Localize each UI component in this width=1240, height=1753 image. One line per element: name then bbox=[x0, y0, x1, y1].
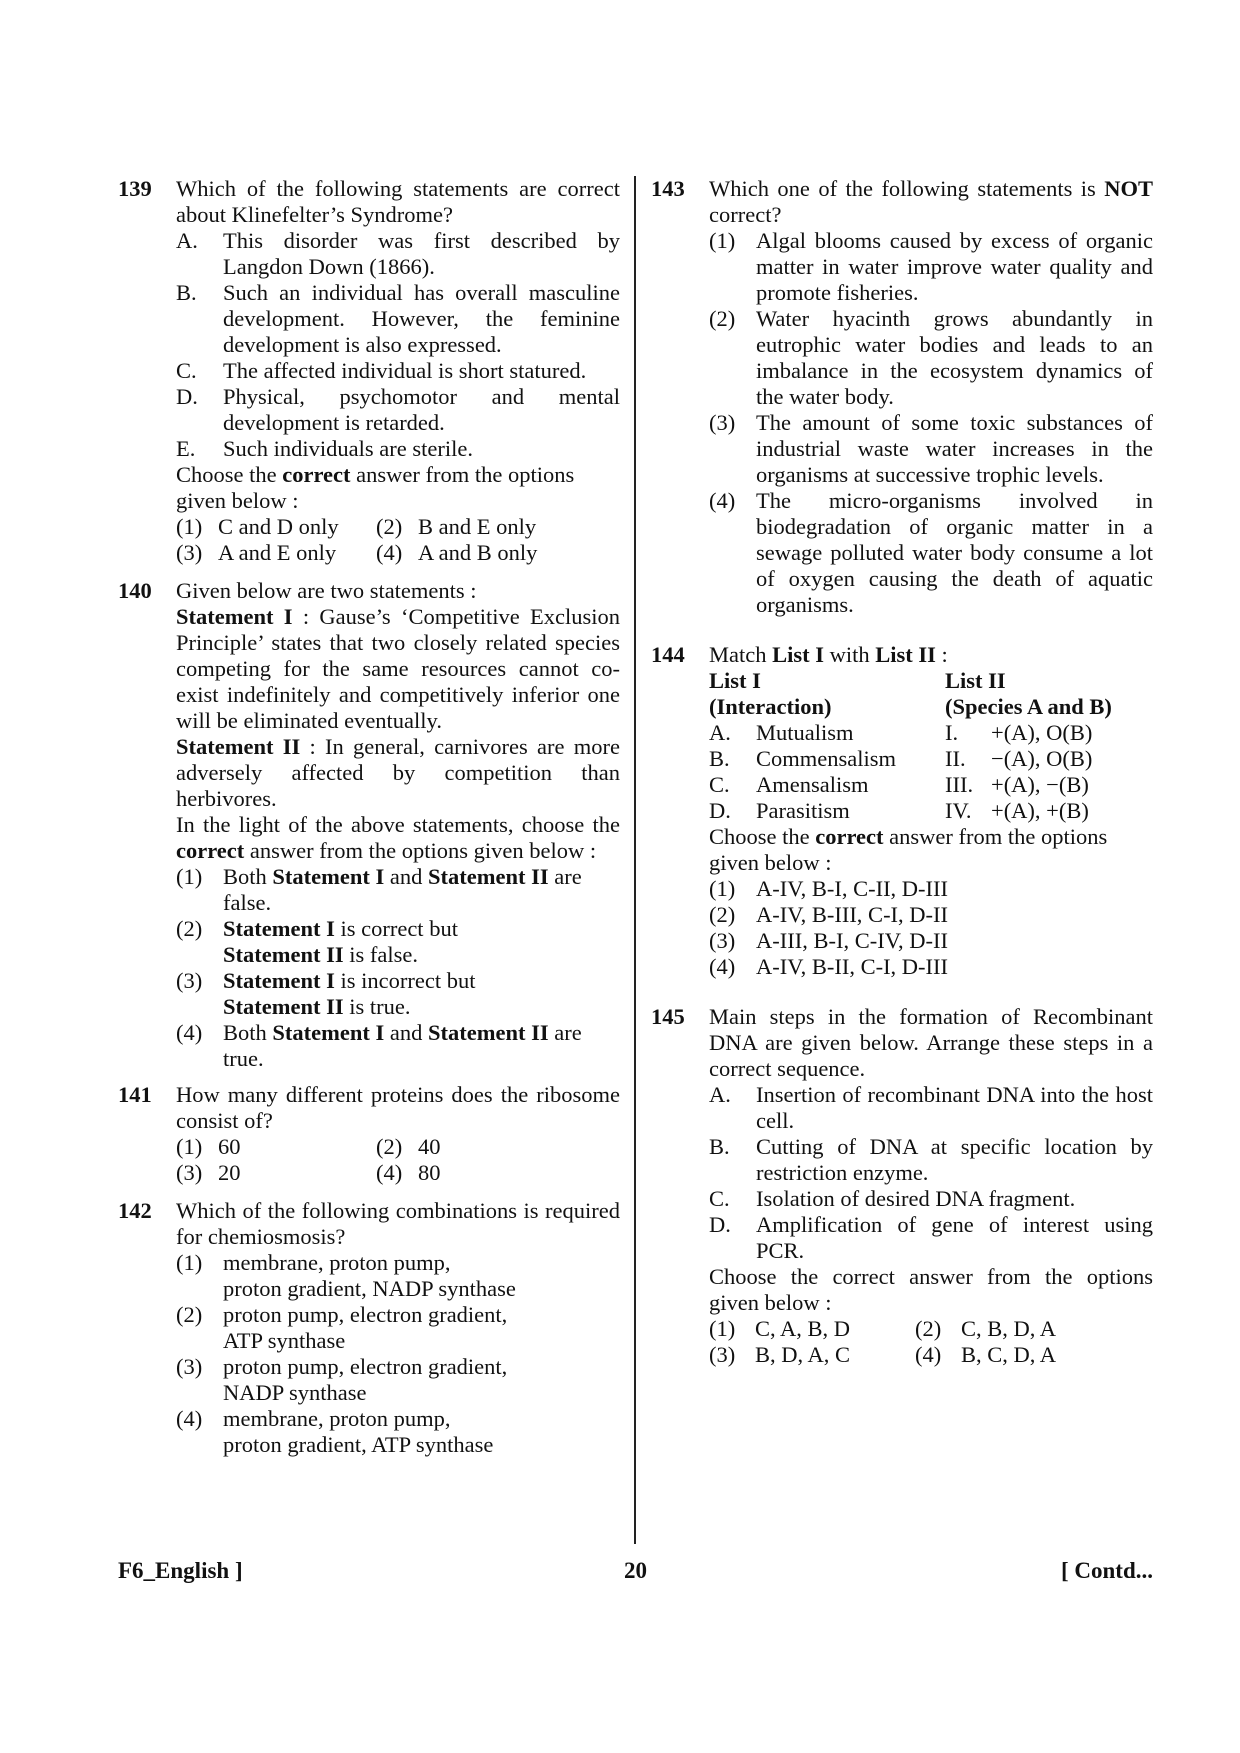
question-body bbox=[176, 1082, 620, 1186]
column-divider bbox=[634, 176, 636, 1544]
answer-options bbox=[176, 1134, 620, 1186]
list2-subheading: (Species A and B) bbox=[945, 694, 1112, 719]
list1-item: B. Commensalism bbox=[709, 746, 896, 771]
list2-item: IV. +(A), +(B) bbox=[945, 798, 1089, 823]
list1-heading: List I bbox=[709, 668, 761, 693]
question-body bbox=[709, 176, 1153, 618]
statement-item: E. Such individuals are sterile. bbox=[176, 436, 473, 461]
list1-item: C. Amensalism bbox=[709, 772, 869, 797]
choose-instruction: Choose the correct answer from the options given below : bbox=[709, 824, 1108, 875]
question-number: 143 bbox=[651, 176, 685, 201]
question-142 bbox=[118, 1198, 620, 1458]
answer-option[interactable]: (3) proton pump, electron gradient, NADP synthase bbox=[176, 1354, 508, 1405]
list2-heading: List II bbox=[945, 668, 1006, 693]
choose-instruction: In the light of the above statements, choose the correct answer from the options given below : bbox=[176, 812, 620, 863]
question-145 bbox=[651, 1004, 1153, 1368]
statement-2: Statement II : In general, carnivores are more adversely affected by competition than herbivores. bbox=[176, 734, 620, 811]
list2-item: I. +(A), O(B) bbox=[945, 720, 1093, 745]
list2-item: II. −(A), O(B) bbox=[945, 746, 1093, 771]
question-number: 144 bbox=[651, 642, 685, 667]
page-footer bbox=[118, 1558, 1153, 1588]
left-column bbox=[118, 176, 620, 1458]
list2-item: III. +(A), −(B) bbox=[945, 772, 1089, 797]
page-number: 20 bbox=[624, 1558, 647, 1583]
answer-option[interactable]: (3) Statement I is incorrect but Statement II is true. bbox=[176, 968, 476, 1019]
continued-label: [ Contd... bbox=[1060, 1558, 1153, 1583]
list1-item: D. Parasitism bbox=[709, 798, 850, 823]
answer-option[interactable]: (1) Both Statement I and Statement II are false. bbox=[176, 864, 582, 915]
question-stem: Match List I with List II : bbox=[709, 642, 948, 667]
question-body bbox=[176, 176, 620, 566]
answer-option[interactable]: (1) 60 bbox=[176, 1134, 241, 1159]
statement-item: A. This disorder was first described by Langdon Down (1866). bbox=[176, 228, 620, 279]
answer-option[interactable]: (4) 80 bbox=[376, 1160, 441, 1185]
question-stem: Which one of the following statements is NOT correct? bbox=[709, 176, 1153, 227]
question-number: 145 bbox=[651, 1004, 685, 1029]
match-table bbox=[709, 668, 1153, 824]
answer-option[interactable]: (2) Statement I is correct but Statement II is false. bbox=[176, 916, 458, 967]
answer-option[interactable]: (1) Algal blooms caused by excess of organic matter in water improve water quality and promote fisheries. bbox=[709, 228, 1153, 305]
question-number: 140 bbox=[118, 578, 152, 603]
answer-option[interactable]: (4) Both Statement I and Statement II are true. bbox=[176, 1020, 582, 1071]
answer-option[interactable]: (4) B, C, D, A bbox=[915, 1342, 1057, 1367]
question-number: 142 bbox=[118, 1198, 152, 1223]
statement-item: B. Such an individual has overall masculine development. However, the feminine development is also expressed. bbox=[176, 280, 620, 357]
answer-option[interactable]: (1) membrane, proton pump, proton gradient, NADP synthase bbox=[176, 1250, 516, 1301]
statement-1: Statement I : Gause’s ‘Competitive Exclusion Principle’ states that two closely related species competing for the same resources cannot co-exist indefinitely and competitively inferior one will be eliminated eventually. bbox=[176, 604, 620, 733]
step-item: A. Insertion of recombinant DNA into the host cell. bbox=[709, 1082, 1153, 1133]
choose-instruction: Choose the correct answer from the options given below : bbox=[176, 462, 575, 513]
question-body bbox=[709, 642, 1153, 980]
answer-options bbox=[176, 514, 620, 566]
answer-option[interactable]: (4) A and B only bbox=[376, 540, 538, 565]
question-stem: How many different proteins does the ribosome consist of? bbox=[176, 1082, 620, 1133]
question-stem: Which of the following combinations is required for chemiosmosis? bbox=[176, 1198, 620, 1249]
answer-option[interactable]: (2) 40 bbox=[376, 1134, 441, 1159]
statement-item: D. Physical, psychomotor and mental development is retarded. bbox=[176, 384, 620, 435]
answer-option[interactable]: (4) The micro-organisms involved in biodegradation of organic matter in a sewage polluted water body consume a lot of oxygen causing the death of aquatic organisms. bbox=[709, 488, 1153, 617]
question-139 bbox=[118, 176, 620, 566]
answer-option[interactable]: (4) membrane, proton pump, proton gradient, ATP synthase bbox=[176, 1406, 494, 1457]
question-number: 141 bbox=[118, 1082, 152, 1107]
answer-option[interactable]: (2) proton pump, electron gradient, ATP synthase bbox=[176, 1302, 508, 1353]
answer-option[interactable]: (2) C, B, D, A bbox=[915, 1316, 1057, 1341]
list1-subheading: (Interaction) bbox=[709, 694, 832, 719]
question-body bbox=[176, 1198, 620, 1458]
list1-item: A. Mutualism bbox=[709, 720, 854, 745]
statement-item: C. The affected individual is short statured. bbox=[176, 358, 587, 383]
question-stem: Which of the following statements are correct about Klinefelter’s Syndrome? bbox=[176, 176, 620, 227]
answer-option[interactable]: (3) A and E only bbox=[176, 540, 337, 565]
answer-option[interactable]: (1) C, A, B, D bbox=[709, 1316, 851, 1341]
answer-options bbox=[709, 1316, 1153, 1368]
right-column bbox=[651, 176, 1153, 1368]
question-144 bbox=[651, 642, 1153, 980]
answer-option[interactable]: (3) B, D, A, C bbox=[709, 1342, 851, 1367]
answer-option[interactable]: (3) A-III, B-I, C-IV, D-II bbox=[709, 928, 949, 953]
answer-option[interactable]: (4) A-IV, B-II, C-I, D-III bbox=[709, 954, 949, 979]
answer-option[interactable]: (2) A-IV, B-III, C-I, D-II bbox=[709, 902, 949, 927]
answer-option[interactable]: (2) Water hyacinth grows abundantly in eutrophic water bodies and leads to an imbalance in the ecosystem dynamics of the water body. bbox=[709, 306, 1153, 409]
choose-instruction: Choose the correct answer from the options given below : bbox=[709, 1264, 1153, 1315]
question-141 bbox=[118, 1082, 620, 1186]
question-140 bbox=[118, 578, 620, 1072]
question-143 bbox=[651, 176, 1153, 618]
booklet-code: F6_English ] bbox=[118, 1558, 243, 1583]
question-number: 139 bbox=[118, 176, 152, 201]
question-body bbox=[176, 578, 620, 1072]
answer-option[interactable]: (3) 20 bbox=[176, 1160, 241, 1185]
answer-option[interactable]: (1) C and D only bbox=[176, 514, 339, 539]
answer-option[interactable]: (1) A-IV, B-I, C-II, D-III bbox=[709, 876, 949, 901]
question-intro: Given below are two statements : bbox=[176, 578, 477, 603]
step-item: C. Isolation of desired DNA fragment. bbox=[709, 1186, 1076, 1211]
step-item: D. Amplification of gene of interest using PCR. bbox=[709, 1212, 1153, 1263]
answer-option[interactable]: (3) The amount of some toxic substances of industrial waste water increases in the organisms at successive trophic levels. bbox=[709, 410, 1153, 487]
answer-option[interactable]: (2) B and E only bbox=[376, 514, 537, 539]
question-body bbox=[709, 1004, 1153, 1368]
step-item: B. Cutting of DNA at specific location by restriction enzyme. bbox=[709, 1134, 1153, 1185]
question-stem: Main steps in the formation of Recombinant DNA are given below. Arrange these steps in a correct sequence. bbox=[709, 1004, 1153, 1081]
